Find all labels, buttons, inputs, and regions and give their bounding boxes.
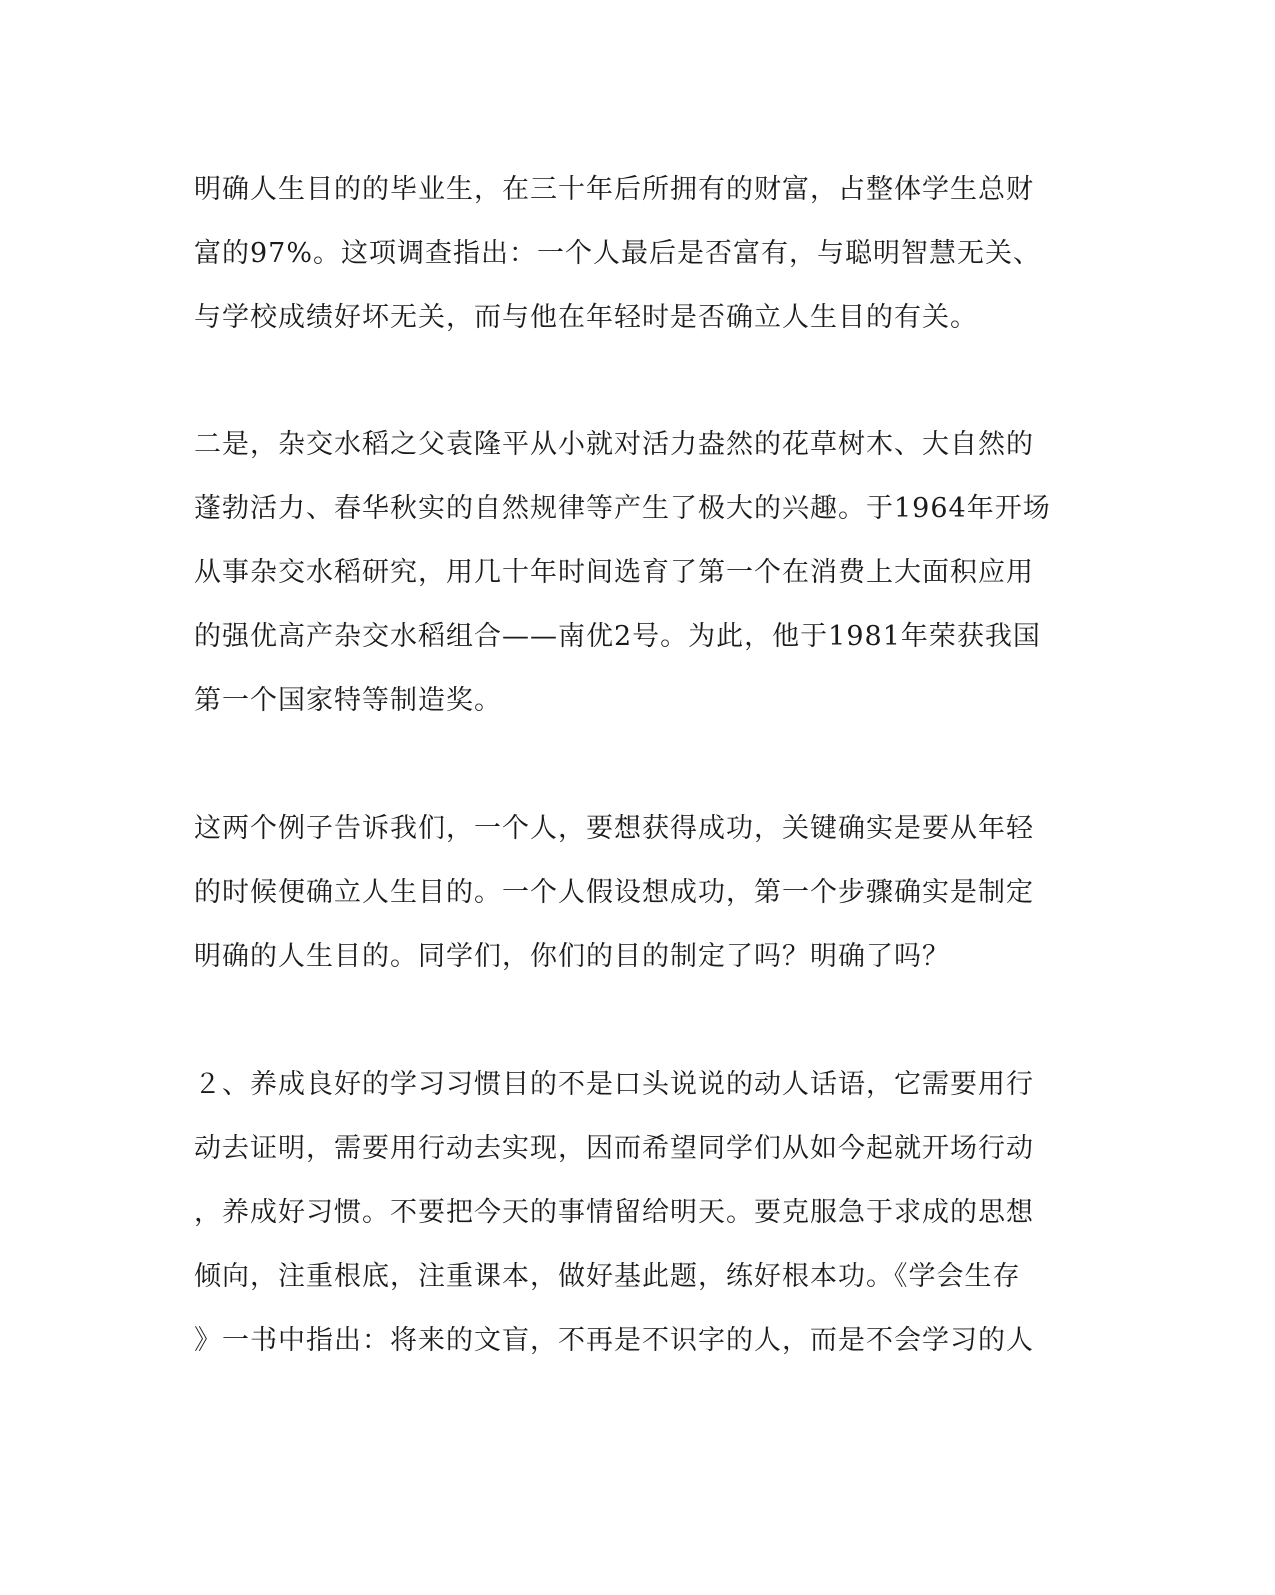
text-line: 的时候便确立人生目的。一个人假设想成功，第一个步骤确实是制定 [194, 877, 1034, 908]
text-line: 明确的人生目的。同学们，你们的目的制定了吗？明确了吗？ [194, 941, 950, 972]
paragraph-1 [194, 158, 1064, 350]
text-line: ２、养成良好的学习习惯目的不是口头说说的动人话语，它需要用行 [194, 1069, 1034, 1100]
text-line: 第一个国家特等制造奖。 [194, 685, 502, 716]
text-line: 与学校成绩好坏无关，而与他在年轻时是否确立人生目的有关。 [194, 302, 978, 333]
paragraph-2 [194, 413, 1064, 733]
text-line: 倾向，注重根底，注重课本，做好基此题，练好根本功。《学会生存 [194, 1261, 1021, 1292]
text-line: 这两个例子告诉我们，一个人，要想获得成功，关键确实是要从年轻 [194, 813, 1034, 844]
paragraph-3 [194, 797, 1064, 989]
text-line: ，养成好习惯。不要把今天的事情留给明天。要克服急于求成的思想 [194, 1197, 1034, 1228]
paragraph-4 [194, 1053, 1064, 1373]
text-line: 明确人生目的的毕业生，在三十年后所拥有的财富，占整体学生总财 [194, 174, 1034, 205]
text-line: 二是，杂交水稻之父袁隆平从小就对活力盎然的花草树木、大自然的 [194, 429, 1034, 460]
text-line: 蓬勃活力、春华秋实的自然规律等产生了极大的兴趣。于1964年开场 [194, 493, 1051, 524]
text-line: 富的97%。这项调查指出：一个人最后是否富有，与聪明智慧无关、 [194, 238, 1042, 269]
text-line: 》一书中指出：将来的文盲，不再是不识字的人，而是不会学习的人 [194, 1325, 1034, 1356]
text-line: 从事杂交水稻研究，用几十年时间选育了第一个在消费上大面积应用 [194, 557, 1034, 588]
text-line: 动去证明，需要用行动去实现，因而希望同学们从如今起就开场行动 [194, 1133, 1034, 1164]
text-line: 的强优高产杂交水稻组合——南优2号。为此，他于1981年荣获我国 [194, 621, 1041, 652]
